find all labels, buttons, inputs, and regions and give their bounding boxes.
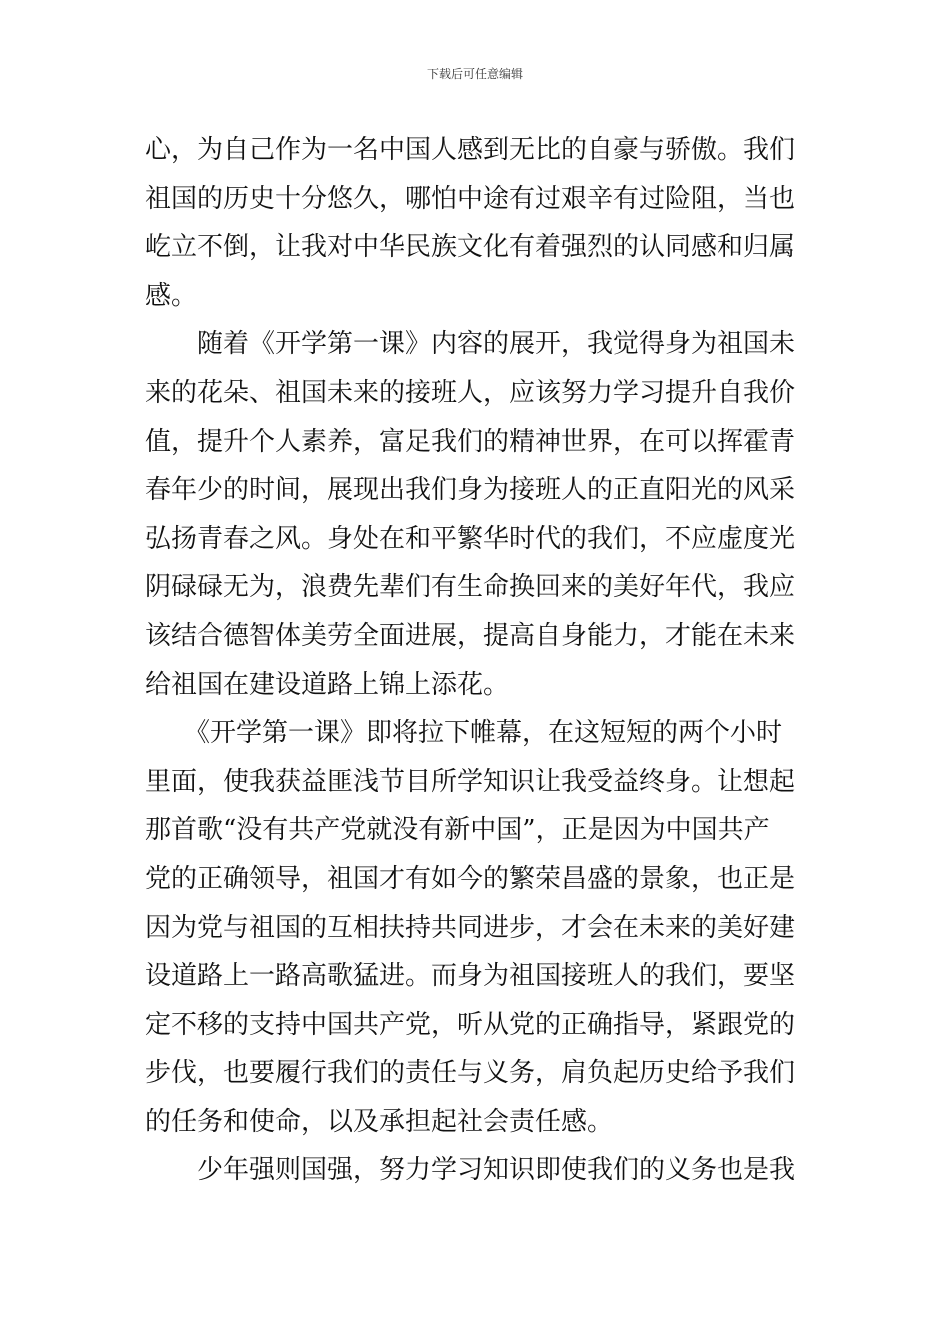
- text-line: 祖国的历史十分悠久，哪怕中途有过艰辛有过险阻，当也: [145, 183, 796, 214]
- text-line: 的任务和使命，以及承担起社会责任感。: [145, 1106, 614, 1137]
- text-line: 阴碌碌无为，浪费先辈们有生命换回来的美好年代，我应: [145, 572, 796, 603]
- text-line: 给祖国在建设道路上锦上添花。: [145, 669, 510, 700]
- text-line: 里面，使我获益匪浅节目所学知识让我受益终身。让想起: [145, 766, 796, 797]
- text-line: 因为党与祖国的互相扶持共同进步，才会在未来的美好建: [145, 912, 796, 943]
- text-line: 值，提升个人素养，富足我们的精神世界，在可以挥霍青: [145, 426, 796, 457]
- text-line: 那首歌“没有共产党就没有新中国”，正是因为中国共产: [145, 815, 770, 846]
- text-line: 该结合德智体美劳全面进展，提高自身能力，才能在未来: [145, 620, 796, 651]
- text-line: 心，为自己作为一名中国人感到无比的自豪与骄傲。我们: [145, 135, 796, 165]
- text-line: 春年少的时间，展现出我们身为接班人的正直阳光的风采: [145, 475, 796, 506]
- text-line: 设道路上一路高歌猛进。而身为祖国接班人的我们，要坚: [145, 961, 796, 992]
- text-line: 随着《开学第一课》内容的展开，我觉得身为祖国未: [145, 329, 796, 360]
- text-line: 弘扬青春之风。身处在和平繁华时代的我们，不应虚度光: [145, 523, 796, 554]
- text-line: 党的正确领导，祖国才有如今的繁荣昌盛的景象，也正是: [145, 863, 796, 894]
- text-line: 《开学第一课》即将拉下帷幕，在这短短的两个小时: [145, 718, 783, 749]
- text-line: 定不移的支持中国共产党，听从党的正确指导，紧跟党的: [145, 1009, 796, 1040]
- text-line: 屹立不倒，让我对中华民族文化有着强烈的认同感和归属: [145, 232, 796, 263]
- text-line: 步伐，也要履行我们的责任与义务，肩负起历史给予我们: [145, 1058, 796, 1089]
- text-line: 来的花朵、祖国未来的接班人，应该努力学习提升自我价: [145, 377, 796, 408]
- text-line: 感。: [145, 280, 198, 311]
- body-text: [145, 126, 815, 1195]
- page-header: 下载后可任意编辑: [426, 67, 523, 81]
- text-line: 少年强则国强，努力学习知识即使我们的义务也是我: [145, 1155, 796, 1186]
